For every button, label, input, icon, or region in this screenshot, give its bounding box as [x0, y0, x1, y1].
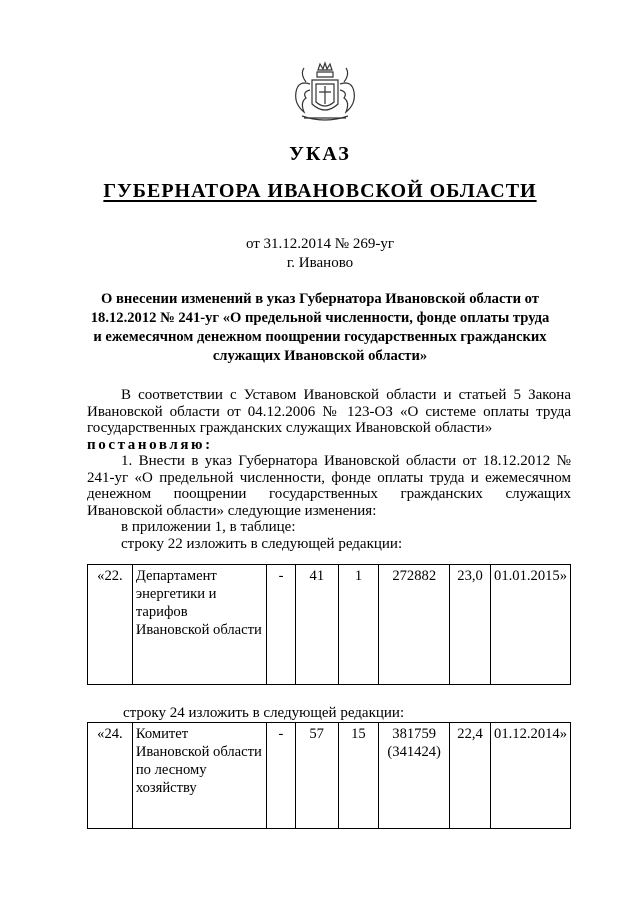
cell-name: Комитет Ивановской области по лесному хозяйству	[132, 723, 266, 829]
cell-col6-previous: (341424)	[387, 744, 441, 760]
decree-date-number: от 31.12.2014 № 269-уг	[245, 236, 395, 252]
row22-instruction: строку 22 изложить в следующей редакции:	[121, 535, 403, 552]
cell-col4: 57	[295, 723, 338, 829]
coat-of-arms-emblem	[290, 60, 360, 124]
cell-col8: 01.12.2014»	[491, 723, 571, 829]
cell-col3: -	[267, 565, 296, 685]
cell-col7: 22,4	[450, 723, 491, 829]
cell-col3: -	[267, 723, 296, 829]
decree-city: г. Иваново	[286, 255, 354, 271]
cell-col5: 1	[338, 565, 379, 685]
document-title: УКАЗ	[289, 143, 351, 165]
cell-col6	[379, 723, 450, 829]
item-1-paragraph: 1. Внести в указ Губернатора Ивановской области от 18.12.2012 № 241-уг «О предельной численности, фонде оплаты труда и ежемесячном денежном поощрении государственных гражданских служащих Ивановской области» следующие изменения:	[87, 453, 571, 519]
cell-number: «24.	[88, 723, 133, 829]
table-row-24	[87, 722, 571, 829]
cell-col5: 15	[338, 723, 379, 829]
preamble-paragraph: В соответствии с Уставом Ивановской области и статьей 5 Закона Ивановской области от 04.12.2006 № 123-ОЗ «О системе оплаты труда государственных гражданских служащих Ивановской области»	[87, 387, 571, 436]
cell-name: Департамент энергетики и тарифов Ивановской области	[132, 565, 266, 685]
cell-col7: 23,0	[450, 565, 491, 685]
decree-word: постановляю:	[87, 436, 213, 453]
cell-col4: 41	[295, 565, 338, 685]
cell-col8: 01.01.2015»	[491, 565, 571, 685]
document-issuer	[0, 180, 640, 203]
appendix-paragraph: в приложении 1, в таблице:	[121, 519, 296, 535]
cell-col6: 272882	[379, 565, 450, 685]
cell-col6-value: 381759	[392, 726, 437, 742]
decree-body	[87, 387, 571, 552]
row24-instruction: строку 24 изложить в следующей редакции:	[123, 705, 405, 721]
cell-number: «22.	[88, 565, 133, 685]
table-row	[88, 723, 571, 829]
issuer-text: ГУБЕРНАТОРА ИВАНОВСКОЙ ОБЛАСТИ	[103, 180, 537, 202]
decree-subject: О внесении изменений в указ Губернатора Ивановской области от 18.12.2012 № 241-уг «О предельной численности, фонде оплаты труда и ежемесячном денежном поощрении государственных гражданских служащих Ивановской области»	[90, 291, 550, 364]
table-row-22	[87, 564, 571, 685]
table-row	[88, 565, 571, 685]
